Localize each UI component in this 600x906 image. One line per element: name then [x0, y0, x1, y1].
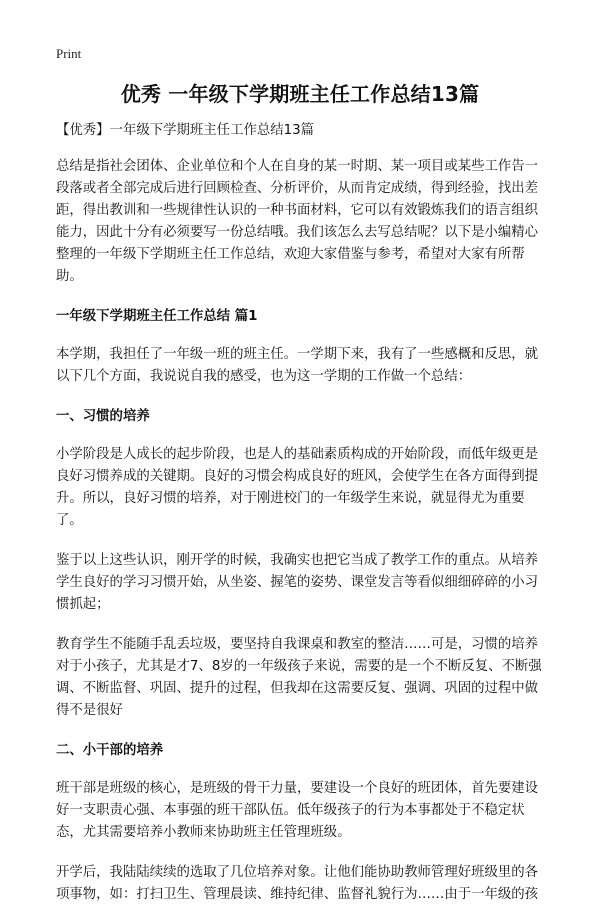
paragraph-4: 教育学生不能随手乱丢垃圾，要坚持自我课桌和教室的整洁……可是，习惯的培养对于小孩子，尤其是才7、8岁的一年级孩子来说，需要的是一个不断反复、不断强调、不断监督、巩固、提升的过程，但我却在这需要反复、强调、巩固的过程中做得不是很好 [56, 637, 542, 718]
section-heading-cadres: 二、小干部的培养 [56, 743, 164, 758]
section-heading-habits: 一、习惯的培养 [56, 409, 150, 424]
paragraph-2: 小学阶段是人成长的起步阶段，也是人的基础素质构成的开始阶段，而低年级更是良好习惯养成的关键期。良好的习惯会构成良好的班风，会使学生在各方面得到提升。所以，良好习惯的培养，对于刚进校门的一年级学生来说，就显得尤为重要了。 [56, 447, 539, 528]
paragraph-5: 班干部是班级的核心，是班级的骨干力量，要建设一个良好的班团体，首先要建设好一支职责心强、本事强的班干部队伍。低年级孩子的行为本事都处于不稳定状态，尤其需要培养小教师来协助班主任管理班级。 [56, 781, 539, 840]
paragraph-1: 本学期，我担任了一年级一班的班主任。一学期下来，我有了一些感概和反思，就以下几个方面，我说说自我的感受，也为这一学期的工作做一个总结： [56, 347, 539, 384]
article-heading: 一年级下学期班主任工作总结 篇1 [56, 309, 258, 324]
intro-paragraph: 总结是指社会团体、企业单位和个人在自身的某一时期、某一项目或某些工作告一段落或者全部完成后进行回顾检查、分析评价，从而肯定成绩，得到经验，找出差距，得出教训和一些规律性认识的一种书面材料，它可以有效锻炼我们的语言组织能力，因此十分有必须要写一份总结哦。我们该怎么去写总结呢？以下是小编精心整理的一年级下学期班主任工作总结，欢迎大家借鉴与参考，希望对大家有所帮助。 [56, 159, 539, 284]
document-subtitle: 【优秀】一年级下学期班主任工作总结13篇 [56, 123, 315, 138]
print-link[interactable]: Print [56, 46, 82, 61]
page-title: 优秀 一年级下学期班主任工作总结13篇 [120, 82, 480, 106]
document-body [56, 120, 551, 906]
paragraph-6: 开学后，我陆陆续续的选取了几位培养对象。让他们能协助教师管理好班级里的各项事物，如：打扫卫生、管理晨读、维持纪律、监督礼貌行为……由于一年级的孩 [56, 865, 539, 902]
paragraph-3: 鉴于以上这些认识，刚开学的时候，我确实也把它当成了教学工作的重点。从培养学生良好的学习习惯开始，从坐姿、握笔的姿势、课堂发言等看似细细碎碎的小习惯抓起； [56, 553, 539, 612]
